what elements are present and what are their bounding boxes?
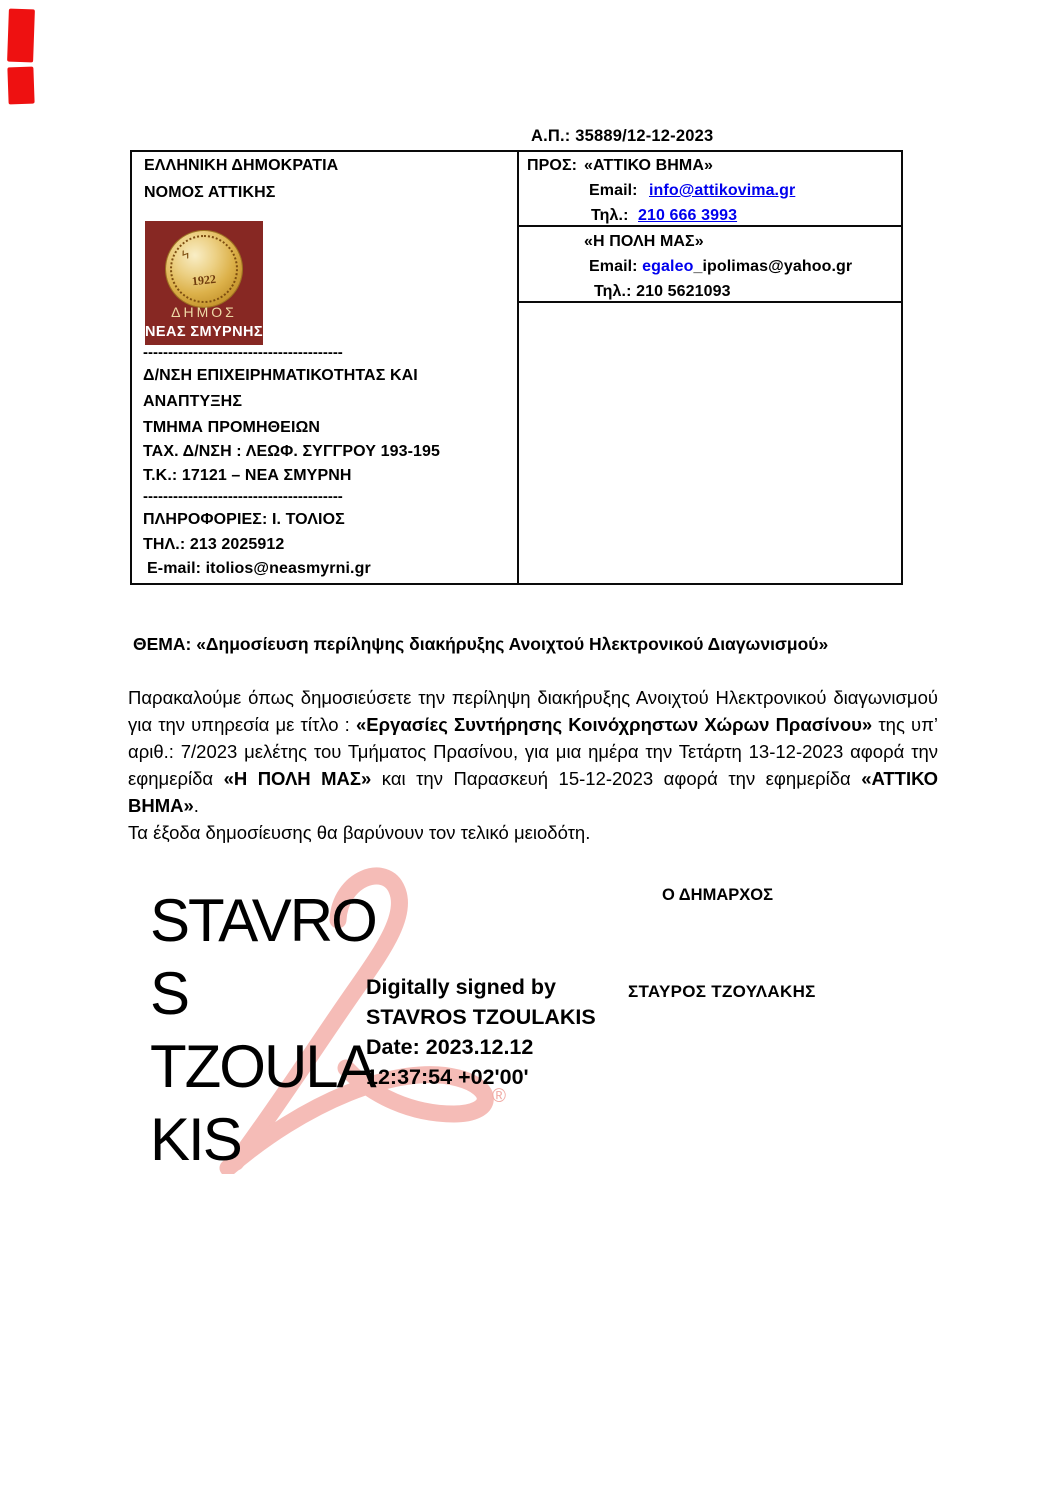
dept-line-3: ΤΜΗΜΑ ΠΡΟΜΗΘΕΙΩΝ [143, 419, 321, 436]
digital-signature-line: 12:37:54 +02'00' [366, 1065, 529, 1089]
recipient-1-tel-link[interactable]: 210 666 3993 [638, 207, 738, 224]
digital-signature-line: STAVROS TZOULAKIS [366, 1005, 596, 1029]
red-scan-mark-top [7, 9, 35, 63]
recipient-2-email-rest: _ipolimas@yahoo.gr [693, 258, 853, 275]
recipient-separator-2 [519, 301, 903, 303]
protocol-number: Α.Π.: 35889/12-12-2023 [531, 127, 714, 145]
recipient-2-name: «Η ΠΟΛΗ ΜΑΣ» [584, 233, 704, 250]
subject-line [133, 634, 828, 655]
recipient-2-tel-value: 210 5621093 [636, 283, 731, 300]
signature-big-name-line: KIS [150, 1106, 241, 1173]
body-p1-bold-paper-2: «ΑΤΤΙΚΟ ΒΗΜΑ» [128, 768, 938, 816]
subject-label: ΘΕΜΑ: [133, 634, 192, 654]
body-p1-bold-title: «Εργασίες Συντήρησης Κοινόχρηστων Χώρων Πρασίνου» [355, 714, 873, 735]
mayor-name: ΣΤΑΥΡΟΣ ΤΖΟΥΛΑΚΗΣ [628, 982, 816, 1001]
recipient-1-email-link[interactable]: info@attikovima.gr [649, 182, 796, 199]
org-line-1: ΕΛΛΗΝΙΚΗ ΔΗΜΟΚΡΑΤΙΑ [144, 157, 339, 174]
coin-emblem-icon [166, 231, 242, 307]
contact-email-line [147, 560, 371, 578]
red-scan-mark-bottom [7, 67, 34, 105]
contact-phone: ΤΗΛ.: 213 2025912 [143, 536, 285, 553]
contact-email-label: E-mail: [147, 560, 202, 577]
letterhead-box-divider [517, 150, 519, 585]
body-p1-bold-paper-1: «Η ΠΟΛΗ ΜΑΣ» [223, 768, 372, 789]
org-line-2: ΝΟΜΟΣ ΑΤΤΙΚΗΣ [144, 184, 276, 201]
signature-big-name [150, 884, 400, 1176]
recipient-2-tel-line [594, 283, 731, 301]
digital-signature-line: Digitally signed by [366, 975, 556, 999]
recipient-2-email-line [589, 258, 852, 276]
body-p1-c: της υπ’ αριθ.: 7/2023 μελέτης του Τμήματος Πρασίνου, για μια ημέρα την Τετάρτη 13-12-2023 αφορά την εφημερίδα [128, 714, 938, 789]
recipient-1-tel-label: Τηλ.: [591, 207, 629, 224]
pros-label: ΠΡΟΣ: [527, 157, 578, 174]
body-paragraph-1 [128, 684, 938, 819]
recipient-2-email-label: Email: [589, 258, 638, 275]
body-text [128, 684, 938, 846]
body-paragraph-2: Τα έξοδα δημοσίευσης θα βαρύνουν τον τελικό μειοδότη. [128, 822, 591, 843]
dashed-divider-1: ---------------------------------------- [143, 344, 343, 361]
postal-address: ΤΑΧ. Δ/ΝΣΗ : ΛΕΩΦ. ΣΥΓΓΡΟΥ 193-195 [143, 443, 441, 460]
body-p1-period: . [193, 795, 199, 816]
coin-year: 1922 [191, 271, 217, 289]
coin-engraving: ϟ [179, 246, 192, 263]
registered-trademark-icon: ® [492, 1086, 506, 1107]
dashed-divider-2: ---------------------------------------- [143, 488, 343, 505]
digital-signature-line: Date: 2023.12.12 [366, 1035, 534, 1059]
recipient-2-tel-label: Τηλ.: [594, 283, 632, 300]
dept-line-2: ΑΝΑΠΤΥΞΗΣ [143, 393, 243, 410]
digital-signature-details [366, 972, 596, 1092]
mayor-title: Ο ΔΗΜΑΡΧΟΣ [662, 886, 773, 904]
signature-big-name-line: S [150, 960, 189, 1027]
dept-line-1: Δ/ΝΣΗ ΕΠΙΧΕΙΡΗΜΑΤΙΚΟΤΗΤΑΣ ΚΑΙ [143, 367, 418, 384]
recipient-2-email-user[interactable]: egaleo [642, 258, 694, 275]
body-p1-a: Παρακαλούμε όπως δημοσιεύσετε την περίληψη διακήρυξης Ανοιχτού Ηλεκτρονικού διαγωνισμού για την υπηρεσία με τίτλο : [128, 687, 938, 735]
recipient-1-email-label: Email: [589, 182, 638, 199]
postal-code: Τ.Κ.: 17121 – ΝΕΑ ΣΜΥΡΝΗ [143, 467, 352, 484]
recipient-1-name: «ΑΤΤΙΚΟ ΒΗΜΑ» [584, 157, 714, 174]
contact-person: ΠΛΗΡΟΦΟΡΙΕΣ: Ι. ΤΟΛΙΟΣ [143, 511, 345, 528]
recipient-separator-1 [519, 225, 903, 227]
signature-big-name-line: TZOULA [150, 1033, 375, 1100]
signature-big-name-line: STAVRO [150, 887, 376, 954]
coin-dotted-ring [170, 235, 238, 303]
logo-caption-neas-smyrnis: ΝΕΑΣ ΣΜΥΡΝΗΣ [145, 324, 263, 340]
municipality-logo [145, 221, 263, 345]
subject-text: «Δημοσίευση περίληψης διακήρυξης Ανοιχτού Ηλεκτρονικού Διαγωνισμού» [196, 634, 829, 654]
logo-caption-dimos: ΔΗΜΟΣ [171, 304, 237, 320]
contact-email-value: itolios@neasmyrni.gr [205, 560, 371, 577]
body-p1-e: και την Παρασκευή 15-12-2023 αφορά την εφημερίδα [371, 768, 862, 789]
